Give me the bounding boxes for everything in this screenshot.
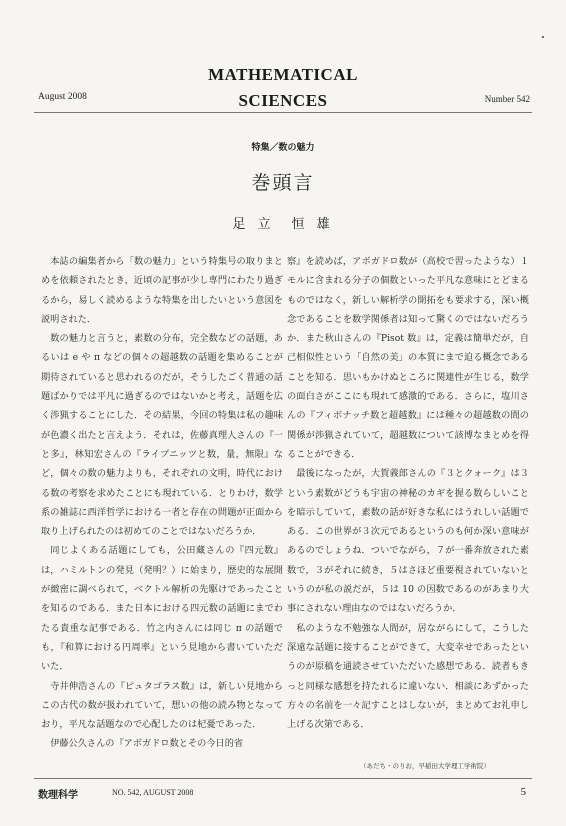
- paragraph: 本誌の編集者から「数の魅力」という特集号の取りまとめを依頼されたとき，近頃の記事が少し専門にわたり過ぎるから，易しく読めるような特集を出したいという意図を説明された．: [41, 256, 283, 325]
- journal-title-line2: SCIENCES: [238, 91, 328, 110]
- page-number: 5: [520, 786, 526, 798]
- article-author: 足 立 恒 雄: [232, 217, 334, 232]
- author-affiliation: （あだち・のりお，早稲田大学理工学術院）: [360, 762, 490, 770]
- paragraph: 同じよくある話題にしても，公田藏さんの『四元数』は，ハミルトンの発見（発明？）に始まり，歴史的な展開が緻密に調べられて，ベクトル解析の先駆けであったことを知るのである．また日本における四元数の話題にまでわたる貴重な記事である．竹之内さんには同じ π の話題でも，『和算における円周率』という見地から書いていただいた．: [41, 545, 283, 673]
- paragraph: 伊藤公久さんの『アボガドロ数とその今日的省: [50, 738, 244, 750]
- print-mark: [542, 36, 544, 38]
- body-column-right: [287, 252, 529, 734]
- feature-label: 特集／数の魅力: [251, 143, 315, 153]
- footer-rule: [34, 778, 532, 779]
- footer-journal-name: 数理科学: [38, 790, 78, 801]
- body-column-left: [41, 252, 283, 754]
- issue-number: Number 542: [484, 94, 530, 104]
- paragraph: 数の魅力と言うと，素数の分布，完全数などの話題，あるいは e や π などの個々の超越数の話題を集めることが期待されていると思われるのだが，そうしたごく普通の話題ばかりでは平凡に過ぎるのではないかと考え，話題を広く渉猟することにした．その結果，今回の特集は私の趣味が色濃く出たと言えよう．それは，佐藤真理人さんの『一と多』，林知宏さんの『ライプニッツと数，量，無限』など，個々の数の魅力よりも，それぞれの文明，時代における数の考察を求めたことにも現れている．とりわけ，数学系の雑誌に西洋哲学における一者と存在の問題が正面から取り上げられたのは初めてのことではないだろうか．: [41, 333, 283, 538]
- header-rule: [34, 112, 532, 113]
- journal-masthead: [0, 62, 566, 114]
- issue-date: August 2008: [38, 92, 87, 102]
- footer-issue-info: NO. 542, AUGUST 2008: [112, 788, 194, 797]
- article-title: 巻頭言: [251, 172, 315, 194]
- paragraph: 寺井伸浩さんの『ピュタゴラス数』は，新しい見地からこの古代の数が扱われていて，想いの他の読み物となっており，平凡な話題なので心配したのは杞憂であった．: [41, 680, 283, 731]
- paragraph: 察』を読めば，アボガドロ数が（高校で習ったような）１モルに含まれる分子の個数といった平凡な意味にとどまるものではなく，新しい解析学の開拓をも要求する，深い概念であることを数学関係者は知って驚くのではないだろうか．また秋山さんの『Pisot 数』は，定義は簡単だが，自己相似性という「自然の美」の本質にまで迫る概念であることを知る．思いもかけぬところに関連性が生じる，数学の面白さがここにも現れて感激的である．さらに，塩川さんの『フィボナッチ数と超越数』には種々の超越数の間の関係が渉猟されていて，超越数について該博なまとめを得ることができる．: [287, 256, 529, 460]
- paragraph: 最後になったが，大賀義郎さんの『３とクォーク』は３という素数がどうも宇宙の神秘のカギを握る数らしいことを暗示していて，素数の話が好きな私にはうれしい話題である．この世界が３次元であるというのも何か深い意味があるのでしょうね．ついでながら，７が一番奔放された素数で，３がそれに続き，５はさほど重要視されていないというのが私の説だが，５は 10 の因数であるのがあまり大事にされない理由なのではないだろうか．: [287, 468, 529, 615]
- journal-title-line1: MATHEMATICAL: [208, 65, 358, 84]
- paragraph: 私のような不勉強な人間が，居ながらにして，こうした深遠な話題に接することができて，大変幸せであったというのが原稿を通読させていただいた感想である．読者もきっと同様な感想を持たれるに違いない．相談にあずかった方々の名前を一々記すことはしないが，まとめてお礼申し上げる次第である．: [287, 622, 529, 731]
